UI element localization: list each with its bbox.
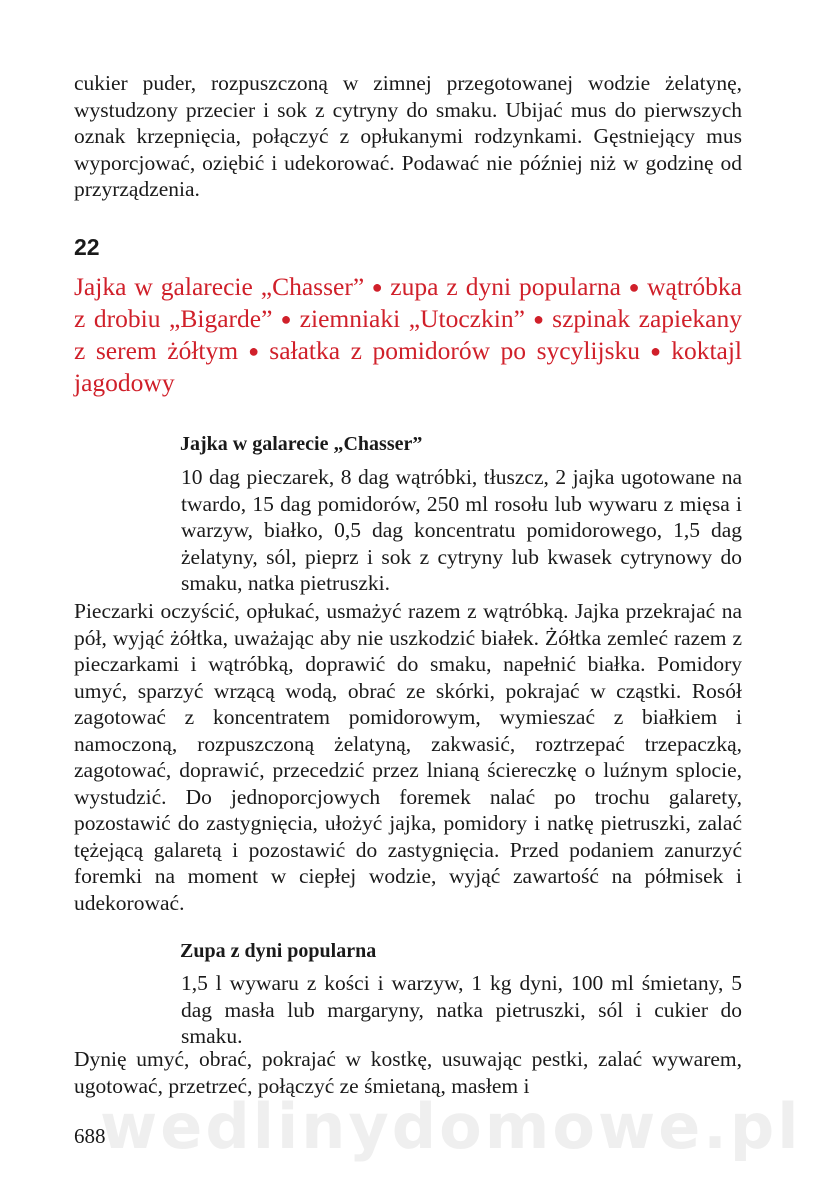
- recipe-title: Zupa z dyni popularna: [180, 940, 377, 962]
- menu-item: sałatka z pomidorów po sycylijsku: [269, 336, 640, 365]
- menu-number: 22: [74, 234, 100, 260]
- recipe-ingredients: 1,5 l wywaru z kości i warzyw, 1 kg dyni, 100 ml śmietany, 5 dag masła lub margaryny, natka pietruszki, sól i cukier do smaku.: [181, 971, 742, 1048]
- recipe-title: Jajka w galarecie „Chasser”: [180, 433, 423, 455]
- bullet-icon: ●: [244, 341, 264, 361]
- bullet-icon: ●: [278, 309, 294, 329]
- bullet-icon: ●: [530, 309, 547, 329]
- menu-item: ziemniaki „Utoczkin”: [299, 304, 525, 333]
- recipe-preparation: Dynię umyć, obrać, pokrajać w kostkę, usuwając pestki, zalać wywarem, ugotować, przetrzeć, połączyć ze śmietaną, masłem i: [74, 1047, 742, 1098]
- bullet-icon: ●: [627, 277, 642, 297]
- page-number: 688: [74, 1124, 106, 1148]
- intro-paragraph: cukier puder, rozpuszczoną w zimnej przegotowanej wodzie żelatynę, wystudzony przecier i sok z cytryny do smaku. Ubijać mus do pierwszych oznak krzepnięcia, połączyć z opłukanymi rodzynkami. Gęstniejący mus wyporcjować, oziębić i udekorować. Podawać nie później niż w godzinę od przyrządzenia.: [74, 71, 742, 201]
- menu-item: Jajka w galarecie „Chasser”: [74, 272, 365, 301]
- bullet-icon: ●: [370, 277, 385, 297]
- menu-item: koktajl jagodowy: [74, 336, 743, 397]
- menu-item: szpinak zapiekany z serem żółtym: [74, 304, 742, 365]
- watermark: wedlinydomowe.pl: [100, 1090, 802, 1163]
- recipe-ingredients: 10 dag pieczarek, 8 dag wątróbki, tłuszcz, 2 jajka ugotowane na twardo, 15 dag pomidorów, 250 ml rosołu lub wywaru z mięsa i warzyw, białko, 0,5 dag koncentratu pomidorowego, 1,5 dag żelatyny, sól, pieprz i sok z cytryny lub kwasek cytrynowy do smaku, natka pietruszki.: [181, 465, 742, 595]
- menu-item: wątróbka z drobiu „Bigarde”: [74, 272, 742, 333]
- recipe-preparation: Pieczarki oczyścić, opłukać, usmażyć razem z wątróbką. Jajka przekrajać na pół, wyjąć żółtka, uważając aby nie uszkodzić białek. Żółtka zemleć razem z pieczarkami i wątróbką, doprawić do smaku, napełnić białka. Pomidory umyć, sparzyć wrzącą wodą, obrać ze skórki, pokrajać w cząstki. Rosół zagotować z koncentratem pomidorowym, wymieszać z białkiem i namoczoną, rozpuszczoną żelatyną, zakwasić, roztrzepać trzepaczką, zagotować, doprawić, przecedzić przez lnianą ściereczkę o luźnym splocie, wystudzić. Do jednoporcjowych foremek nalać po trochu galarety, pozostawić do zastygnięcia, ułożyć jajka, pomidory i natkę pietruszki, zalać tężejącą galaretą i pozostawić do zastygnięcia. Przed podaniem zanurzyć foremki na moment w ciepłej wodzie, wyjąć zawartość na półmisek i udekorować.: [74, 599, 742, 915]
- menu-item: zupa z dyni popularna: [390, 272, 621, 301]
- menu-list: [74, 272, 742, 397]
- bullet-icon: ●: [646, 341, 666, 361]
